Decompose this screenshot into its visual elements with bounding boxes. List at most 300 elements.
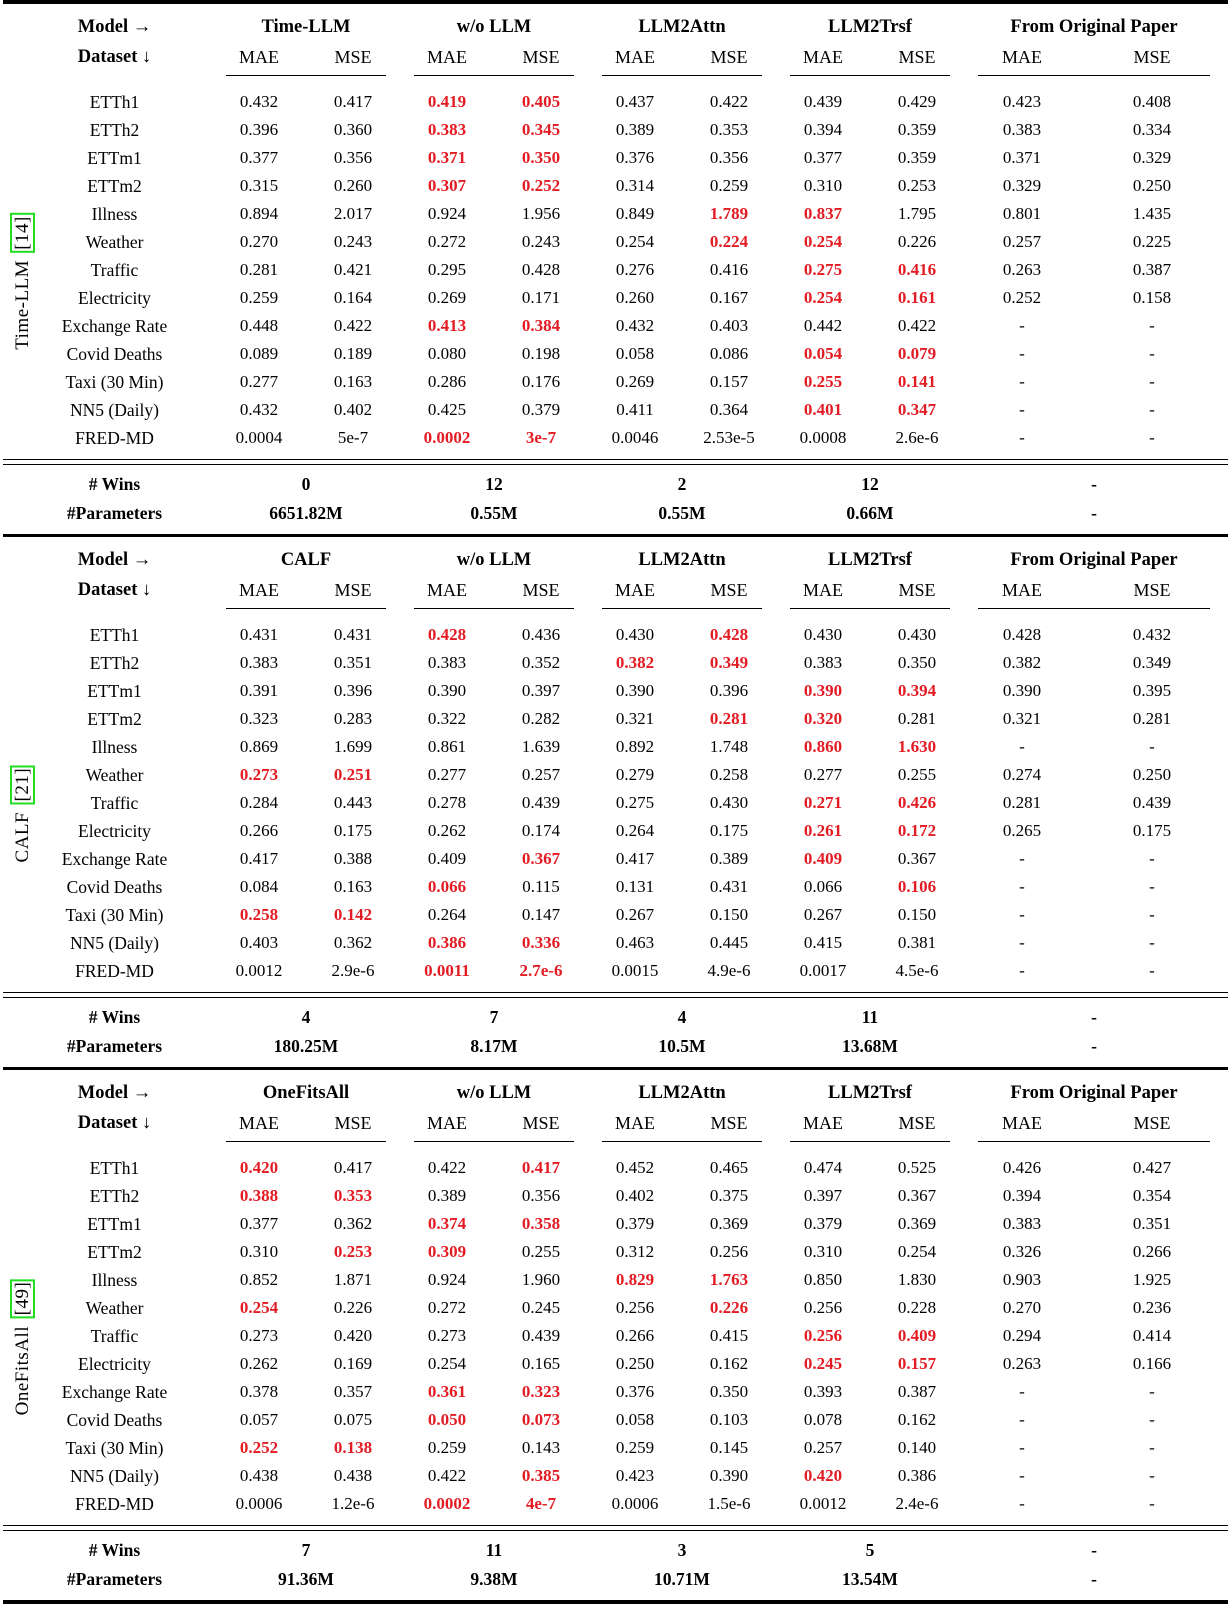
metric-value: 0.345 (521, 120, 561, 139)
metric-value: 0.389 (427, 1186, 467, 1205)
midrule-divider (3, 992, 1228, 998)
metric-value: 0.403 (239, 933, 279, 952)
metric-value: - (1019, 1438, 1025, 1457)
metric-value: 0.383 (1002, 120, 1042, 139)
dataset-name: ETTm2 (87, 176, 142, 196)
metric-value: 0.390 (615, 681, 655, 700)
metric-value: 0.408 (1132, 92, 1172, 111)
params-value: 10.5M (658, 1036, 706, 1056)
metric-value: 0.352 (521, 653, 561, 672)
dataset-name: Illness (91, 204, 138, 224)
metric-value: 0.428 (521, 260, 561, 279)
params-value: - (1091, 1036, 1097, 1056)
metric-value: 0.326 (1002, 1242, 1042, 1261)
metric-value: 0.414 (1132, 1326, 1172, 1345)
metric-value: 0.409 (803, 849, 843, 868)
metric-value: 0.262 (239, 1354, 279, 1373)
metric-value: 0.416 (709, 260, 749, 279)
table-row (17, 144, 1228, 172)
model-group-header: w/o LLM (456, 1083, 532, 1103)
metric-value: 0.396 (239, 120, 279, 139)
metric-value: 0.243 (333, 232, 373, 251)
metric-value: 0.157 (897, 1354, 937, 1373)
metric-value: 0.383 (427, 120, 467, 139)
dataset-name: ETTm1 (87, 148, 142, 168)
wins-value: - (1091, 1007, 1097, 1027)
table-row (17, 957, 1228, 985)
metric-value: 0.198 (521, 344, 561, 363)
metric-value: 0.409 (427, 849, 467, 868)
dataset-name: ETTh2 (89, 653, 140, 673)
metric-value: 0.322 (427, 709, 467, 728)
mse-column-header: MSE (1133, 46, 1171, 67)
metric-value: 0.314 (615, 176, 655, 195)
citation-link[interactable]: [49] (10, 1279, 35, 1319)
metric-value: - (1019, 1382, 1025, 1401)
metric-value: 0.256 (803, 1298, 843, 1317)
metric-value: - (1149, 428, 1155, 447)
column-group-rule (414, 608, 574, 610)
wins-value: 7 (489, 1007, 499, 1027)
metric-value: 0.0046 (611, 428, 659, 447)
metric-value: 0.849 (615, 204, 655, 223)
metric-value: 0.431 (709, 877, 749, 896)
metric-value: 0.140 (897, 1438, 937, 1457)
metric-value: 0.172 (897, 821, 937, 840)
metric-value: 0.350 (521, 148, 561, 167)
metric-value: 0.307 (427, 176, 467, 195)
metric-value: 0.376 (615, 148, 655, 167)
wins-label: # Wins (88, 474, 141, 494)
metric-value: 0.276 (615, 260, 655, 279)
metric-value: 1.925 (1132, 1270, 1172, 1289)
metric-value: 0.388 (333, 849, 373, 868)
metric-value: 0.256 (615, 1298, 655, 1317)
table-row (17, 1462, 1228, 1490)
metric-value: 0.310 (803, 1242, 843, 1261)
metric-value: 0.415 (803, 933, 843, 952)
metric-value: 0.420 (239, 1158, 279, 1177)
citation-link[interactable]: [21] (10, 765, 35, 805)
metric-value: 0.396 (709, 681, 749, 700)
dataset-name: Traffic (90, 793, 139, 813)
metric-value: 0.422 (709, 92, 749, 111)
table-row (17, 1322, 1228, 1350)
metric-value: 0.259 (239, 288, 279, 307)
data-rows (3, 621, 1228, 985)
params-value: - (1091, 1569, 1097, 1589)
metric-value: - (1149, 372, 1155, 391)
metric-value: 0.309 (427, 1242, 467, 1261)
metric-value: - (1019, 877, 1025, 896)
params-value: 6651.82M (269, 503, 343, 523)
wins-value: 4 (677, 1007, 687, 1027)
model-group-header: From Original Paper (1010, 550, 1178, 570)
metric-value: 1.639 (521, 737, 561, 756)
column-group-rule (790, 75, 950, 77)
metric-value: 0.402 (333, 400, 373, 419)
mae-column-header: MAE (1002, 1112, 1042, 1133)
params-row (17, 499, 1228, 528)
metric-value: 0.356 (521, 1186, 561, 1205)
params-value: 8.17M (470, 1036, 518, 1056)
wins-value: 11 (485, 1540, 503, 1560)
metric-value: 0.391 (239, 681, 279, 700)
metric-value: 0.106 (897, 877, 937, 896)
table-row (17, 901, 1228, 929)
metric-value: 0.439 (521, 1326, 561, 1345)
metric-value: 0.228 (897, 1298, 937, 1317)
metric-value: 0.277 (239, 372, 279, 391)
mse-column-header: MSE (898, 579, 936, 600)
dataset-name: ETTh2 (89, 1186, 140, 1206)
table-row (17, 228, 1228, 256)
metric-value: 0.367 (521, 849, 561, 868)
metric-value: 0.323 (521, 1382, 561, 1401)
mse-column-header: MSE (334, 1112, 372, 1133)
metric-value: 0.254 (897, 1242, 937, 1261)
table-row (17, 1210, 1228, 1238)
metric-value: 0.861 (427, 737, 467, 756)
metric-value: 0.250 (1132, 176, 1172, 195)
metric-value: 0.389 (709, 849, 749, 868)
metric-value: 0.829 (615, 1270, 655, 1289)
metric-value: - (1019, 933, 1025, 952)
mae-column-header: MAE (1002, 46, 1042, 67)
metric-value: 0.284 (239, 793, 279, 812)
metric-value: 0.353 (709, 120, 749, 139)
metric-value: - (1019, 1410, 1025, 1429)
metric-value: - (1149, 400, 1155, 419)
params-value: 0.55M (470, 503, 518, 523)
metric-value: 0.162 (709, 1354, 749, 1373)
metric-value: 0.165 (521, 1354, 561, 1373)
metric-value: 0.353 (333, 1186, 373, 1205)
metric-value: 0.254 (615, 232, 655, 251)
metric-value: 0.058 (615, 344, 655, 363)
column-group-rule (226, 1141, 386, 1143)
metric-value: 0.270 (1002, 1298, 1042, 1317)
model-group-header: w/o LLM (456, 550, 532, 570)
metric-value: 0.426 (897, 793, 937, 812)
metric-value: 0.258 (709, 765, 749, 784)
model-group-header: LLM2Trsf (828, 17, 912, 37)
metric-value: 0.157 (709, 372, 749, 391)
table-row (17, 845, 1228, 873)
metric-value: 0.357 (333, 1382, 373, 1401)
metric-value: 0.386 (427, 933, 467, 952)
metric-value: 0.525 (897, 1158, 937, 1177)
metric-value: - (1149, 877, 1155, 896)
metric-value: 0.226 (709, 1298, 749, 1317)
metric-value: 0.383 (803, 653, 843, 672)
model-arrow-label: Model → (77, 17, 152, 37)
metric-value: - (1149, 1410, 1155, 1429)
dataset-name: Covid Deaths (66, 1410, 163, 1430)
table-row (17, 368, 1228, 396)
metric-value: 0.336 (521, 933, 561, 952)
metric-value: 1.960 (521, 1270, 561, 1289)
metric-value: 1.5e-6 (707, 1494, 751, 1513)
metric-value: 0.432 (615, 316, 655, 335)
metric-value: 0.269 (427, 288, 467, 307)
metric-value: 0.0006 (235, 1494, 283, 1513)
metric-value: - (1019, 1494, 1025, 1513)
dataset-name: ETTm2 (87, 709, 142, 729)
metric-value: 0.360 (333, 120, 373, 139)
metric-value: 0.226 (333, 1298, 373, 1317)
metric-value: 0.256 (709, 1242, 749, 1261)
metric-value: 0.437 (615, 92, 655, 111)
metric-value: 0.383 (239, 653, 279, 672)
metric-value: 0.275 (803, 260, 843, 279)
metric-value: 0.310 (803, 176, 843, 195)
metric-value: 0.266 (1132, 1242, 1172, 1261)
metric-value: 0.390 (709, 1466, 749, 1485)
metric-value: 0.428 (427, 625, 467, 644)
metric-value: 0.359 (897, 148, 937, 167)
column-group-rule (978, 608, 1210, 610)
metric-value: 0.390 (803, 681, 843, 700)
model-group-header: LLM2Attn (638, 550, 726, 570)
dataset-arrow-label: Dataset ↓ (77, 1113, 152, 1133)
metric-value: 0.283 (333, 709, 373, 728)
wins-value: 5 (865, 1540, 875, 1560)
metric-value: 0.259 (709, 176, 749, 195)
metric-value: 0.388 (239, 1186, 279, 1205)
metric-value: 0.439 (1132, 793, 1172, 812)
metric-value: 0.351 (333, 653, 373, 672)
metric-value: 0.323 (239, 709, 279, 728)
metric-value: 0.421 (333, 260, 373, 279)
metric-value: 2.7e-6 (519, 961, 563, 980)
metric-value: 0.351 (1132, 1214, 1172, 1233)
wins-row (17, 1003, 1228, 1032)
table-row (17, 789, 1228, 817)
metric-value: 0.0004 (235, 428, 283, 447)
metric-value: 1.956 (521, 204, 561, 223)
rotated-model-label (5, 629, 41, 997)
mse-column-header: MSE (1133, 1112, 1171, 1133)
metric-value: - (1019, 400, 1025, 419)
metric-value: 0.224 (709, 232, 749, 251)
metric-value: 0.266 (239, 821, 279, 840)
citation-link[interactable]: [14] (10, 213, 35, 253)
metric-value: 1.795 (897, 204, 937, 223)
metric-value: 0.225 (1132, 232, 1172, 251)
metric-value: 0.310 (239, 1242, 279, 1261)
model-group-header: LLM2Attn (638, 17, 726, 37)
metric-value: 0.362 (333, 933, 373, 952)
column-group-rule (226, 75, 386, 77)
table-row (17, 340, 1228, 368)
column-group-rule (978, 1141, 1210, 1143)
metric-value: 0.452 (615, 1158, 655, 1177)
metric-value: 0.394 (803, 120, 843, 139)
metric-value: 0.050 (427, 1410, 467, 1429)
dataset-name: Exchange Rate (61, 849, 168, 869)
metric-value: - (1019, 428, 1025, 447)
metric-value: 0.253 (333, 1242, 373, 1261)
metric-value: 0.255 (803, 372, 843, 391)
metric-value: 1.2e-6 (331, 1494, 375, 1513)
metric-value: 0.438 (333, 1466, 373, 1485)
dataset-name: ETTh2 (89, 120, 140, 140)
metric-value: 0.277 (427, 765, 467, 784)
metric-value: 0.277 (803, 765, 843, 784)
table-row (17, 1182, 1228, 1210)
metric-value: 0.431 (333, 625, 373, 644)
metric-value: 0.377 (803, 148, 843, 167)
metric-value: 0.270 (239, 232, 279, 251)
metric-value: 0.166 (1132, 1354, 1172, 1373)
metric-value: 0.423 (615, 1466, 655, 1485)
dataset-name: Weather (85, 765, 144, 785)
metric-value: 0.175 (709, 821, 749, 840)
model-group-header: LLM2Trsf (828, 1083, 912, 1103)
metric-value: 0.394 (897, 681, 937, 700)
metric-value: 0.376 (615, 1382, 655, 1401)
dataset-name: Electricity (78, 821, 151, 841)
metric-value: 1.748 (709, 737, 749, 756)
table-row (17, 256, 1228, 284)
metric-value: 0.356 (709, 148, 749, 167)
table-row (17, 1406, 1228, 1434)
metric-value: 0.417 (333, 1158, 373, 1177)
metric-value: 0.427 (1132, 1158, 1172, 1177)
metric-value: 0.423 (1002, 92, 1042, 111)
metric-value: 0.0006 (611, 1494, 659, 1513)
dataset-name: Illness (91, 1270, 138, 1290)
metric-value: 0.892 (615, 737, 655, 756)
metric-value: - (1019, 372, 1025, 391)
metric-value: 0.924 (427, 204, 467, 223)
dataset-name: ETTm1 (87, 681, 142, 701)
metric-value: 4e-7 (525, 1494, 557, 1513)
params-value: 13.68M (842, 1036, 898, 1056)
metric-value: 0.252 (239, 1438, 279, 1457)
wins-value: 11 (861, 1007, 879, 1027)
metric-value: 0.0008 (799, 428, 847, 447)
metric-value: 0.463 (615, 933, 655, 952)
metric-value: - (1149, 905, 1155, 924)
metric-value: 0.432 (1132, 625, 1172, 644)
metric-value: 0.084 (239, 877, 279, 896)
table-row (17, 817, 1228, 845)
metric-value: 0.413 (427, 316, 467, 335)
dataset-name: Taxi (30 Min) (65, 905, 164, 925)
column-group-rule (602, 608, 762, 610)
table-row (17, 200, 1228, 228)
metric-value: 0.850 (803, 1270, 843, 1289)
metric-value: 0.259 (615, 1438, 655, 1457)
metric-value: 0.393 (803, 1382, 843, 1401)
metric-value: 2.6e-6 (895, 428, 939, 447)
metric-value: 0.801 (1002, 204, 1042, 223)
metric-value: - (1149, 933, 1155, 952)
metric-value: 0.369 (709, 1214, 749, 1233)
mae-column-header: MAE (427, 1112, 467, 1133)
metric-value: 0.430 (615, 625, 655, 644)
model-group-header: LLM2Attn (638, 1083, 726, 1103)
metric-value: 0.057 (239, 1410, 279, 1429)
side-label-text: OneFitsAll (12, 1325, 33, 1416)
table-row (17, 424, 1228, 452)
metric-value: 0.417 (333, 92, 373, 111)
header-row-models (17, 545, 1228, 575)
metric-value: - (1019, 316, 1025, 335)
metric-value: 3e-7 (525, 428, 557, 447)
metric-value: 0.115 (522, 877, 560, 896)
mae-column-header: MAE (615, 579, 655, 600)
metric-value: 0.0002 (423, 1494, 471, 1513)
wins-label: # Wins (88, 1540, 141, 1560)
metric-value: 0.254 (427, 1354, 467, 1373)
table-row (17, 1238, 1228, 1266)
metric-value: 0.384 (521, 316, 561, 335)
metric-value: 2.53e-5 (703, 428, 755, 447)
metric-value: 0.390 (1002, 681, 1042, 700)
metric-value: 0.422 (333, 316, 373, 335)
metric-value: 0.169 (333, 1354, 373, 1373)
params-value: 0.66M (846, 503, 894, 523)
metric-value: 0.281 (1132, 709, 1172, 728)
metric-value: 0.367 (897, 849, 937, 868)
metric-value: - (1019, 737, 1025, 756)
params-value: 9.38M (470, 1569, 518, 1589)
metric-value: - (1019, 961, 1025, 980)
dataset-name: Covid Deaths (66, 344, 163, 364)
table-row (17, 116, 1228, 144)
header-row-models (17, 12, 1228, 42)
metric-value: 0.420 (803, 1466, 843, 1485)
wins-label: # Wins (88, 1007, 141, 1027)
table-row (17, 396, 1228, 424)
model-arrow-label: Model → (77, 550, 152, 570)
metric-value: 2.4e-6 (895, 1494, 939, 1513)
params-label: #Parameters (66, 503, 163, 523)
metric-value: 0.416 (897, 260, 937, 279)
metric-value: 0.371 (1002, 148, 1042, 167)
mse-column-header: MSE (710, 46, 748, 67)
mse-column-header: MSE (334, 46, 372, 67)
table-row (17, 1378, 1228, 1406)
params-label: #Parameters (66, 1036, 163, 1056)
side-label-text: Time-LLM (12, 259, 33, 350)
metric-value: 5e-7 (337, 428, 369, 447)
metric-value: 1.763 (709, 1270, 749, 1289)
metric-value: 0.252 (1002, 288, 1042, 307)
mae-column-header: MAE (427, 579, 467, 600)
metric-value: 0.321 (615, 709, 655, 728)
wins-value: 12 (485, 474, 503, 494)
table-row (17, 284, 1228, 312)
wins-value: - (1091, 1540, 1097, 1560)
metric-value: 0.251 (333, 765, 373, 784)
metric-value: 0.073 (521, 1410, 561, 1429)
metric-value: 0.163 (333, 877, 373, 896)
metric-value: 0.438 (239, 1466, 279, 1485)
metric-value: 0.417 (521, 1158, 561, 1177)
dataset-name: Exchange Rate (61, 1382, 168, 1402)
metric-value: 0.257 (521, 765, 561, 784)
metric-value: 0.273 (239, 1326, 279, 1345)
wins-value: 7 (301, 1540, 311, 1560)
dataset-name: ETTm2 (87, 1242, 142, 1262)
metric-value: 0.428 (709, 625, 749, 644)
mae-column-header: MAE (803, 46, 843, 67)
metric-value: 0.254 (239, 1298, 279, 1317)
